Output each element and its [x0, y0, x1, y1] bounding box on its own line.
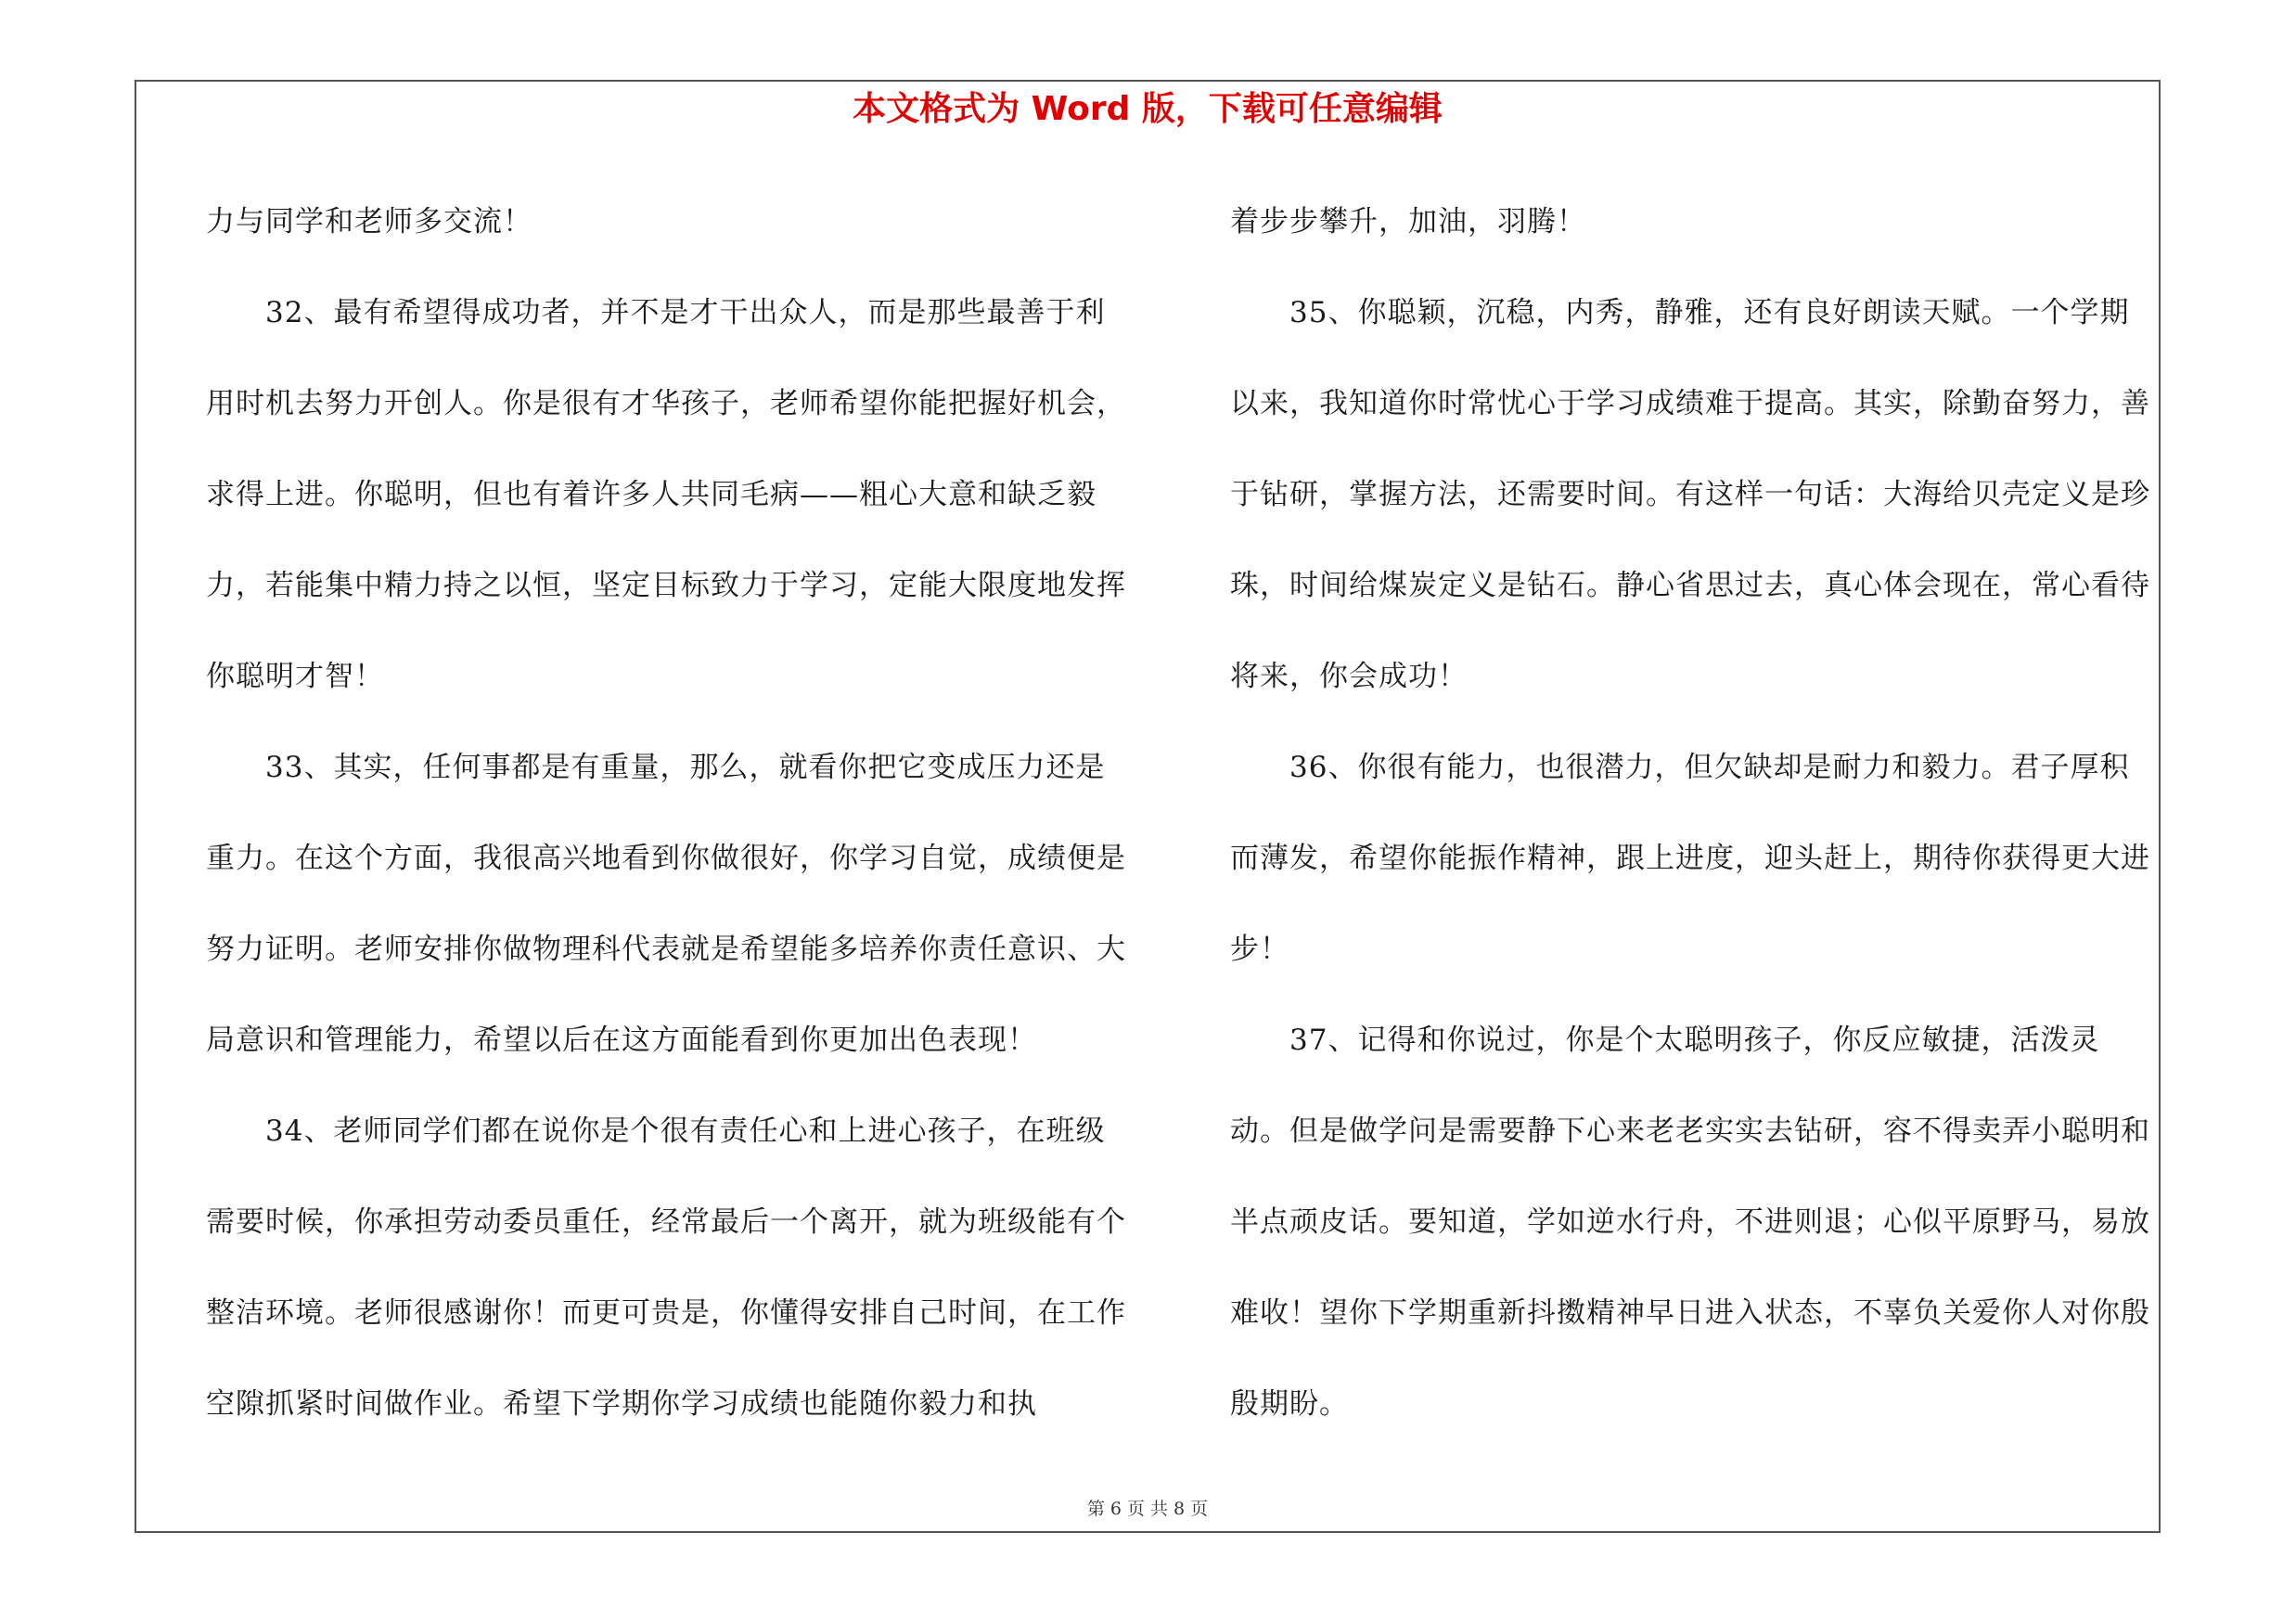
paragraph: 35、你聪颖，沉稳，内秀，静雅，还有良好朗读天赋。一个学期以来，我知道你时常忧心于学习成绩难于提高。其实，除勤奋努力，善于钻研，掌握方法，还需要时间。有这样一句话：大海给贝壳定义是珍珠，时间给煤炭定义是钻石。静心省思过去，真心体会现在，常心看待将来，你会成功！ [1230, 296, 2150, 693]
paragraph: 着步步攀升，加油，羽腾！ [1230, 205, 1586, 238]
paragraph: 力与同学和老师多交流！ [206, 205, 532, 238]
paragraph: 32、最有希望得成功者，并不是才干出众人，而是那些最善于利用时机去努力开创人。你是很有才华孩子，老师希望你能把握好机会，求得上进。你聪明，但也有着许多人共同毛病——粗心大意和缺乏毅力，若能集中精力持之以恒，坚定目标致力于学习，定能大限度地发挥你聪明才智！ [206, 296, 1126, 693]
format-banner: 本文格式为 Word 版，下载可任意编辑 [853, 90, 1443, 128]
paragraph: 34、老师同学们都在说你是个很有责任心和上进心孩子，在班级需要时候，你承担劳动委员重任，经常最后一个离开，就为班级能有个整洁环境。老师很感谢你！而更可贵是，你懂得安排自己时间，在工作空隙抓紧时间做作业。希望下学期你学习成绩也能随你毅力和执 [206, 1114, 1126, 1421]
paragraph: 33、其实，任何事都是有重量，那么，就看你把它变成压力还是重力。在这个方面，我很高兴地看到你做很好，你学习自觉，成绩便是努力证明。老师安排你做物理科代表就是希望能多培养你责任意识、大局意识和管理能力，希望以后在这方面能看到你更加出色表现！ [206, 751, 1126, 1057]
right-column [1230, 176, 2158, 1449]
paragraph: 36、你很有能力，也很潜力，但欠缺却是耐力和毅力。君子厚积而薄发，希望你能振作精神，跟上进度，迎头赶上，期待你获得更大进步！ [1230, 751, 2150, 966]
page-number-footer: 第 6 页 共 8 页 [1086, 1499, 1209, 1519]
paragraph: 37、记得和你说过，你是个太聪明孩子，你反应敏捷，活泼灵动。但是做学问是需要静下心来老老实实去钻研，容不得卖弄小聪明和半点顽皮话。要知道，学如逆水行舟，不进则退；心似平原野马，易放难收！望你下学期重新抖擞精神早日进入状态，不辜负关爱你人对你殷殷期盼。 [1230, 1024, 2150, 1421]
left-column [206, 176, 1134, 1449]
